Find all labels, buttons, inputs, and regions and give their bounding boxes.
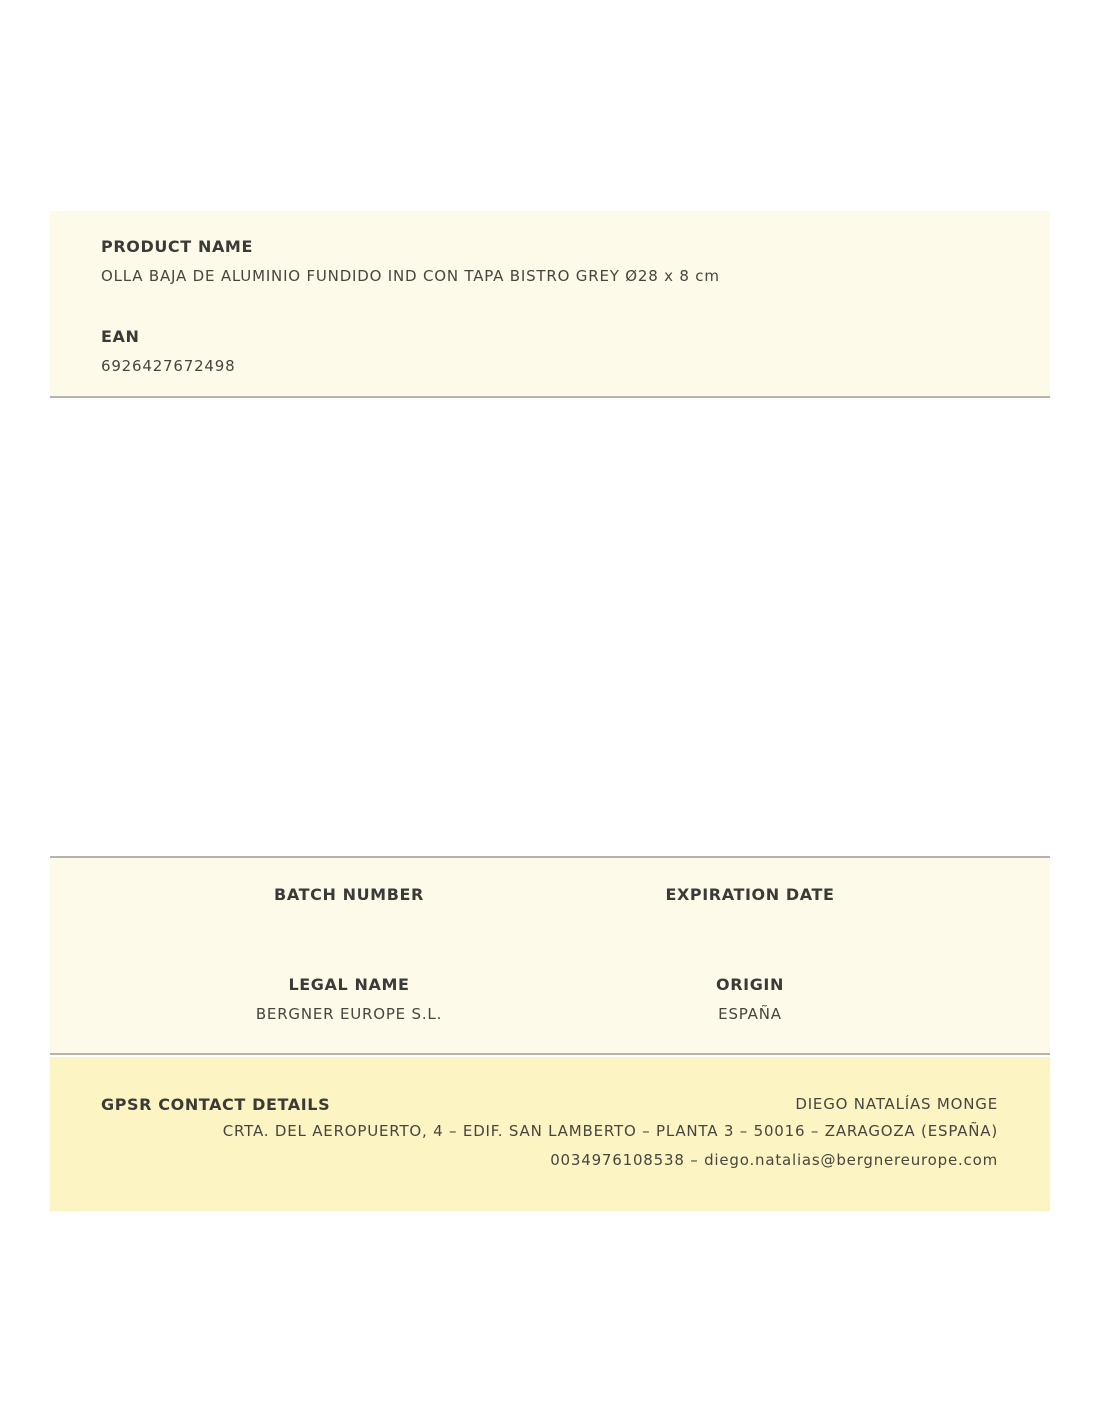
product-info-panel: [50, 211, 1050, 398]
contact-name: DIEGO NATALÍAS MONGE: [795, 1095, 998, 1113]
gpsr-contact-panel: [50, 1057, 1050, 1211]
legal-name-value: BERGNER EUROPE S.L.: [255, 1005, 443, 1023]
gpsr-contact-label: GPSR CONTACT DETAILS: [101, 1095, 331, 1114]
contact-phone-email: 0034976108538 – diego.natalias@bergnereurope.com: [550, 1151, 998, 1169]
origin-value: ESPAÑA: [718, 1005, 782, 1023]
expiration-date-label: EXPIRATION DATE: [665, 885, 835, 904]
product-name-label: PRODUCT NAME: [101, 237, 253, 256]
ean-value: 6926427672498: [101, 357, 236, 375]
origin-label: ORIGIN: [716, 975, 784, 994]
details-panel: [50, 856, 1050, 1055]
contact-address: CRTA. DEL AEROPUERTO, 4 – EDIF. SAN LAMBERTO – PLANTA 3 – 50016 – ZARAGOZA (ESPAÑA): [222, 1122, 998, 1140]
legal-name-label: LEGAL NAME: [288, 975, 410, 994]
product-name-value: OLLA BAJA DE ALUMINIO FUNDIDO IND CON TAPA BISTRO GREY Ø28 x 8 cm: [101, 267, 720, 285]
batch-number-label: BATCH NUMBER: [274, 885, 424, 904]
ean-label: EAN: [101, 327, 140, 346]
